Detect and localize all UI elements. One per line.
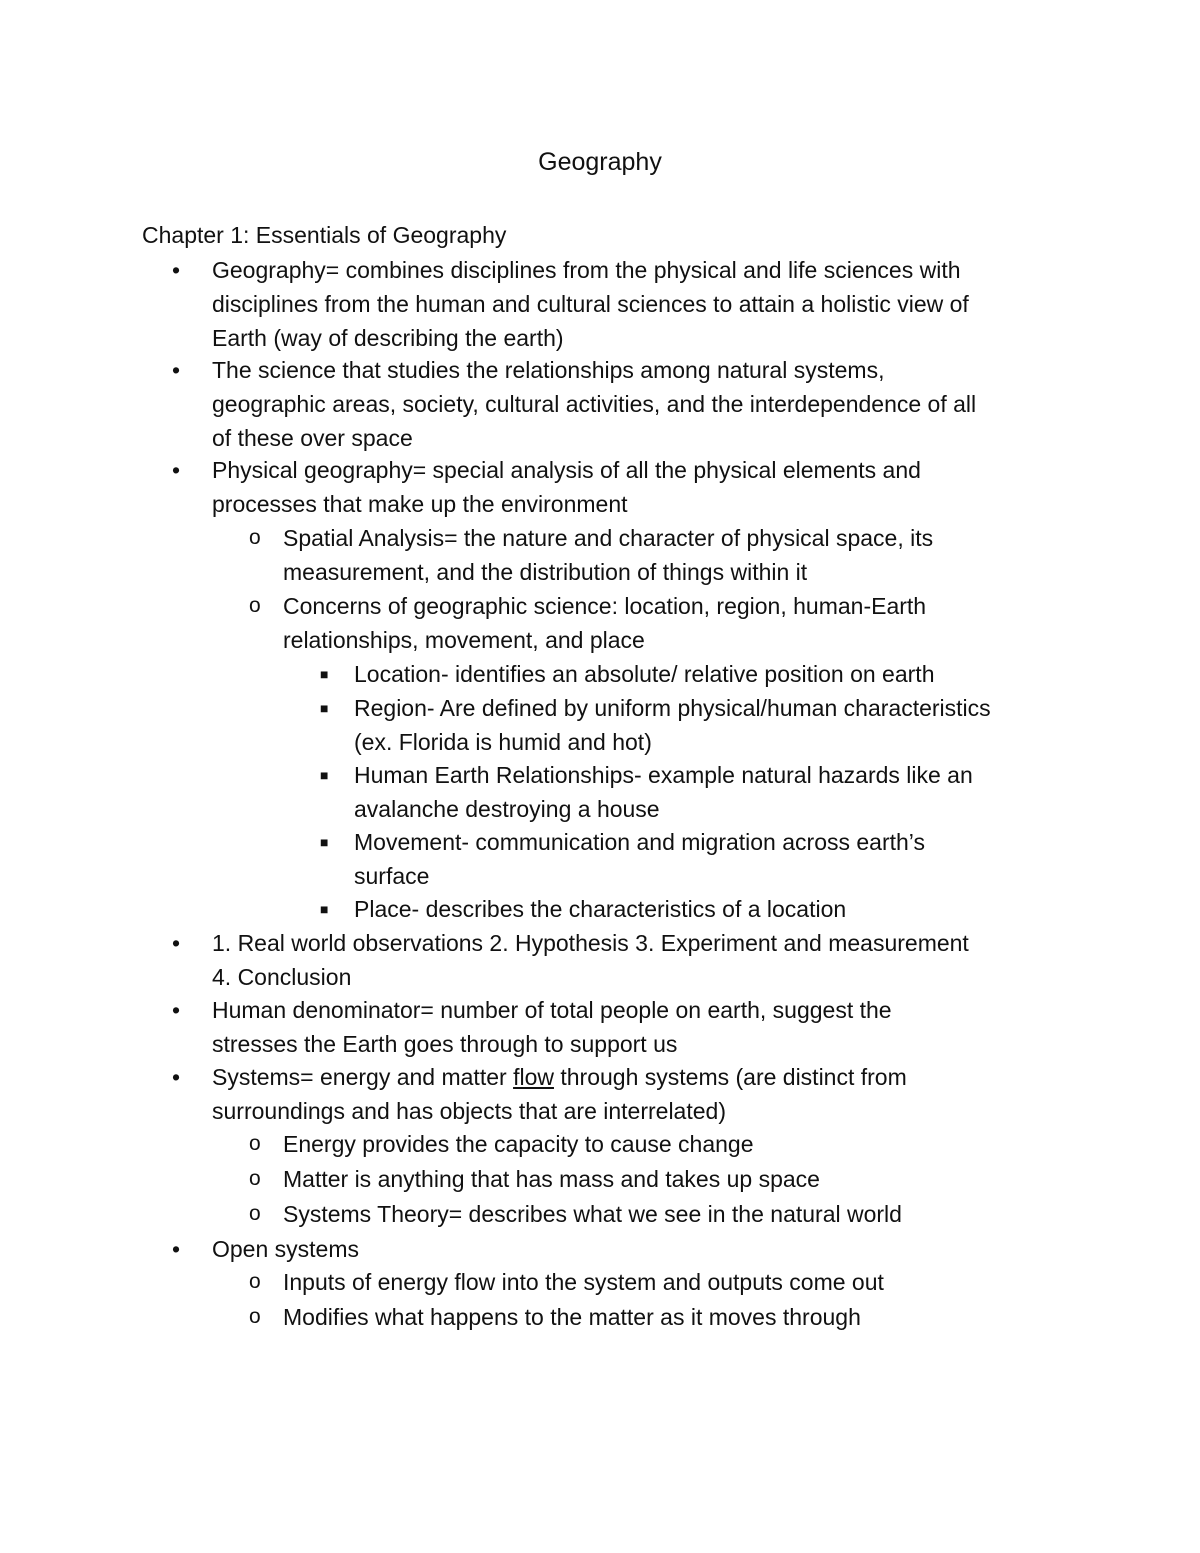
- list-item-line: Inputs of energy flow into the system and outputs come out: [283, 1269, 884, 1295]
- list-item-line: disciplines from the human and cultural sciences to attain a holistic view of: [212, 291, 969, 317]
- list-item-line: 4. Conclusion: [212, 964, 352, 990]
- list-item: [249, 589, 927, 657]
- bullet-disc: •: [172, 997, 181, 1023]
- list-item-line: Modifies what happens to the matter as it moves through: [283, 1304, 861, 1330]
- list-item-line: Human denominator= number of total people on earth, suggest the: [212, 997, 892, 1023]
- list-item: [172, 353, 977, 455]
- list-item-line: surface: [354, 863, 430, 889]
- document-title: Geography: [538, 148, 662, 176]
- list-item-line: Earth (way of describing the earth): [212, 325, 564, 351]
- list-item-line: Matter is anything that has mass and takes up space: [283, 1166, 820, 1192]
- list-item: [172, 993, 892, 1061]
- list-item: [172, 1232, 359, 1266]
- list-item: [172, 926, 969, 994]
- list-item-line: Place- describes the characteristics of a location: [354, 896, 847, 922]
- bullet-circle: o: [249, 1202, 261, 1225]
- list-item-line: Energy provides the capacity to cause change: [283, 1131, 754, 1157]
- list-item: [249, 1127, 754, 1161]
- bullet-square: ■: [320, 834, 329, 850]
- list-item: [320, 657, 935, 691]
- list-item: [249, 1265, 884, 1299]
- list-item-line: Physical geography= special analysis of all the physical elements and: [212, 457, 921, 483]
- list-item: [172, 453, 921, 521]
- list-item-line: The science that studies the relationships among natural systems,: [212, 357, 885, 383]
- bullet-disc: •: [172, 257, 181, 283]
- list-item-line: measurement, and the distribution of things within it: [283, 559, 808, 585]
- list-item: [172, 253, 969, 355]
- list-item-line: processes that make up the environment: [212, 491, 628, 517]
- list-item-line: avalanche destroying a house: [354, 796, 660, 822]
- list-item-line: relationships, movement, and place: [283, 627, 645, 653]
- list-item-line: Concerns of geographic science: location, region, human-Earth: [283, 593, 927, 619]
- list-item-line: Systems Theory= describes what we see in the natural world: [283, 1201, 902, 1227]
- bullet-circle: o: [249, 1167, 261, 1190]
- list-item-line: 1. Real world observations 2. Hypothesis 3. Experiment and measurement: [212, 930, 969, 956]
- bullet-disc: •: [172, 1064, 181, 1090]
- list-item-line: Location- identifies an absolute/ relative position on earth: [354, 661, 935, 687]
- list-item-line: Movement- communication and migration across earth’s: [354, 829, 925, 855]
- list-item: [320, 892, 847, 926]
- chapter-heading: Chapter 1: Essentials of Geography: [142, 222, 507, 248]
- bullet-circle: o: [249, 1132, 261, 1155]
- list-item: [320, 825, 925, 893]
- bullet-square: ■: [320, 700, 329, 716]
- list-item-line: Human Earth Relationships- example natural hazards like an: [354, 762, 973, 788]
- list-item: [320, 758, 973, 826]
- list-item-line: Region- Are defined by uniform physical/human characteristics: [354, 695, 991, 721]
- list-item-line: stresses the Earth goes through to support us: [212, 1031, 678, 1057]
- list-item: [172, 1060, 907, 1128]
- text-run: through systems (are distinct from: [553, 1064, 907, 1090]
- list-item: [320, 691, 991, 759]
- list-item-line: (ex. Florida is humid and hot): [354, 729, 652, 755]
- bullet-square: ■: [320, 901, 329, 917]
- list-item-line: of these over space: [212, 425, 413, 451]
- bullet-square: ■: [320, 767, 329, 783]
- bullet-disc: •: [172, 357, 181, 383]
- bullet-disc: •: [172, 1236, 181, 1262]
- list-item: [249, 1300, 861, 1334]
- list-item: [249, 521, 934, 589]
- bullet-disc: •: [172, 457, 181, 483]
- bullet-circle: o: [249, 1305, 261, 1328]
- bullet-circle: o: [249, 526, 261, 549]
- list-item-line: geographic areas, society, cultural activities, and the interdependence of all: [212, 391, 977, 417]
- list-item-line: surroundings and has objects that are interrelated): [212, 1098, 726, 1124]
- text-run: Systems= energy and matter: [212, 1064, 514, 1090]
- list-item: [249, 1197, 902, 1231]
- bullet-disc: •: [172, 930, 181, 956]
- list-item-line: Open systems: [212, 1236, 359, 1262]
- bullet-circle: o: [249, 1270, 261, 1293]
- bullet-square: ■: [320, 666, 329, 682]
- bullet-circle: o: [249, 594, 261, 617]
- list-item-line: [212, 1060, 907, 1094]
- underlined-word: flow: [513, 1064, 554, 1090]
- list-item-line: Spatial Analysis= the nature and character of physical space, its: [283, 525, 934, 551]
- list-item: [249, 1162, 820, 1196]
- list-item-line: Geography= combines disciplines from the physical and life sciences with: [212, 257, 961, 283]
